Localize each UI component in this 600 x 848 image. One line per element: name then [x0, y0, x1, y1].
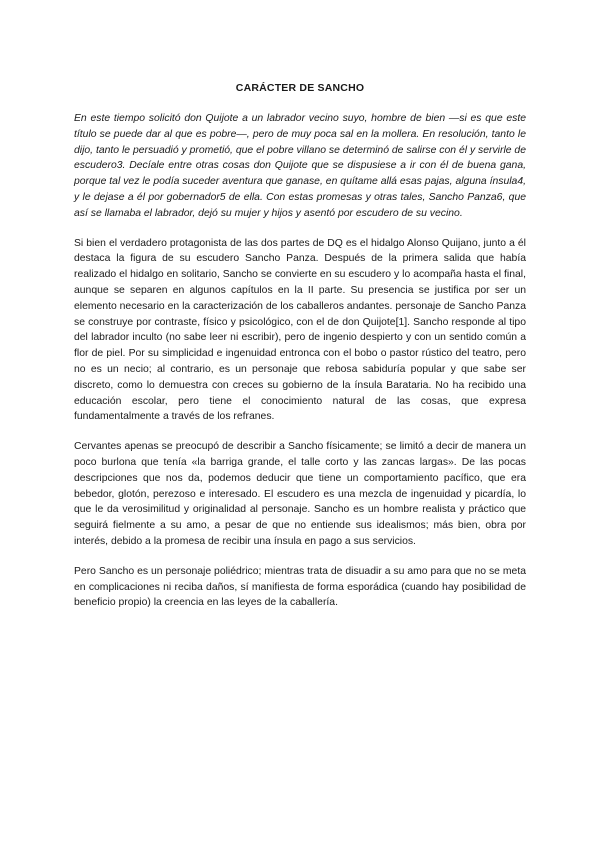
page-title: CARÁCTER DE SANCHO: [235, 82, 365, 94]
body-paragraph-3: Pero Sancho es un personaje poliédrico; mientras trata de disuadir a su amo para que no se meta en complicaciones ni reciba daños, sí manifiesta de forma esporádica (cuando hay posibilidad de beneficio propio) la creencia en las leyes de la caballería.: [74, 565, 526, 609]
body-paragraph-2: Cervantes apenas se preocupó de describir a Sancho físicamente; se limitó a decir de manera un poco burlona que tenía «la barriga grande, el talle corto y las zancas largas». De las pocas descripciones que nos da, podemos deducir que tiene un comportamiento pacífico, que era bebedor, glotón, perezoso e interesado. El escudero es una mezcla de ingenuidad y picardía, lo que le da verosimilitud y originalidad al personaje. Sancho es un hombre realista y práctico que seguirá fielmente a su amo, a pesar de que no entiende sus idealismos; más bien, obra por interés, debido a la promesa de recibir una ínsula en pago a sus servicios.: [74, 441, 526, 547]
quote-paragraph: En este tiempo solicitó don Quijote a un labrador vecino suyo, hombre de bien —si es que este título se puede dar al que es pobre—, pero de muy poca sal en la mollera. En resolución, tanto le dijo, tanto le persuadió y prometió, que el pobre villano se determinó de salirse con él y servirle de escudero3. Decíale entre otras cosas don Quijote que se dispusiese a ir con él de buena gana, porque tal vez le podía suceder aventura que ganase, en quítame allá esas pajas, alguna ínsula4, y le dejase a él por gobernador5 de ella. Con estas promesas y otras tales, Sancho Panza6, que así se llamaba el labrador, dejó su mujer y hijos y asentó por escudero de su vecino.: [74, 113, 526, 219]
document-page: [74, 82, 526, 625]
body-paragraph-1: Si bien el verdadero protagonista de las dos partes de DQ es el hidalgo Alonso Quijano, junto a él destaca la figura de su escudero Sancho Panza. Después de la primera salida que había realizado el hidalgo en solitario, Sancho se convierte en su escudero y lo acompaña hasta el final, aunque se separen en algunos capítulos en la II parte. Su presencia se justifica por ser un elemento necesario en la caracterización de los caballeros andantes. personaje de Sancho Panza se construye por contraste, físico y psicológico, con el de don Quijote[1]. Sancho responde al tipo del labrador inculto (no sabe leer ni escribir), pero de ingenio despierto y con un sentido común a flor de piel. Por su simplicidad e ingenuidad entronca con el bobo o pastor rústico del teatro, pero no es un necio; al contrario, es un personaje que rebosa sabiduría popular y que sabe ser discreto, como lo demuestra con creces su gobierno de la ínsula Barataria. No ha recibido una educación escolar, pero tiene el conocimiento natural de las cosas, que expresa fundamentalmente a través de los refranes.: [74, 237, 526, 423]
